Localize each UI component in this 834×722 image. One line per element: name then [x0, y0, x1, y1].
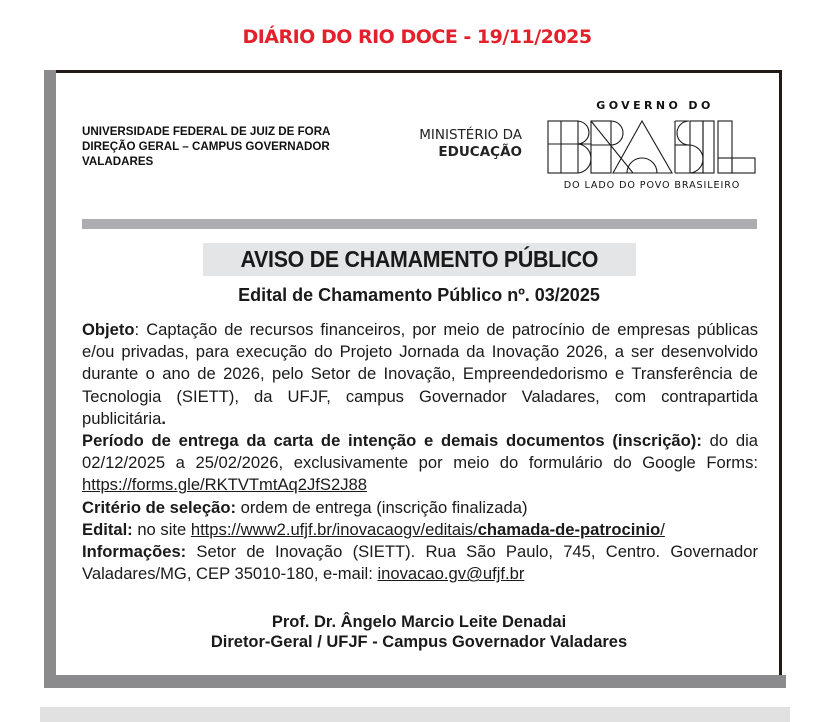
ministry-line-1: MINISTÉRIO DA [419, 127, 522, 143]
institution-line-3: VALADARES [82, 155, 154, 168]
periodo-text: do dia 02/12/2025 a 25/02/2026, exclusivamente por meio do formulário do Google Forms: [82, 431, 758, 473]
edital-link-bold: chamada-de-patrocinio [477, 519, 661, 539]
criterio-label: Critério de seleção: [82, 497, 237, 517]
criterio-text: ordem de entrega (inscrição finalizada) [236, 497, 528, 517]
signatory-role: Diretor-Geral / UFJF - Campus Governador Valadares [210, 633, 628, 651]
objeto-paragraph [82, 319, 758, 430]
notice-body [82, 319, 758, 585]
section-divider [82, 219, 757, 229]
informacoes-text: Setor de Inovação (SIETT). Rua São Paulo, 745, Centro. Governador Valadares/MG, CEP 35010-180, e-mail: [82, 542, 758, 584]
periodo-paragraph [82, 430, 758, 497]
objeto-text: Captação de recursos financeiros, por meio de patrocínio de empresas públicas e/ou privadas, para execução do Projeto Jornada da Inovação 2026, a ser desenvolvido durante o ano de 2026, pelo Setor de Inovação, Empreendedorismo e Transferência de Tecnologia (SIETT), da UFJF, campus Governador Valadares, com contrapartida publicitária [82, 320, 758, 428]
institution-line-1: UNIVERSIDADE FEDERAL DE JUIZ DE FORA [82, 125, 331, 138]
periodo-label: Período de entrega da carta de intenção e demais documentos (inscrição): [82, 431, 702, 451]
institution-line-2: DIREÇÃO GERAL – CAMPUS GOVERNADOR [82, 140, 330, 153]
edital-text: no site [132, 519, 191, 539]
institution-name [82, 124, 392, 169]
next-section-strip [40, 707, 790, 722]
government-logo-tagline: DO LADO DO POVO BRASILEIRO [563, 180, 741, 191]
edital-link-end: / [660, 519, 665, 539]
government-logo-top: GOVERNO DO [596, 99, 714, 112]
notice-subtitle: Edital de Chamamento Público nº. 03/2025 [238, 285, 600, 305]
objeto-label: Objeto [82, 320, 135, 339]
informacoes-paragraph [82, 541, 758, 585]
email-link[interactable]: inovacao.gv@ufjf.br [377, 564, 525, 584]
frame-shadow-left [44, 70, 56, 688]
edital-link[interactable] [191, 520, 665, 539]
signature-block [56, 612, 782, 652]
ministry-line-2: EDUCAÇÃO [438, 144, 522, 160]
criterio-paragraph [82, 497, 758, 519]
frame-shadow-bottom [44, 675, 786, 688]
signatory-name: Prof. Dr. Ângelo Marcio Leite Denadai [271, 613, 567, 631]
edital-link-base: https://www2.ufjf.br/inovacaogv/editais/ [190, 519, 478, 539]
edital-paragraph [82, 519, 758, 541]
objeto-end: . [161, 408, 166, 428]
notice-title: AVISO DE CHAMAMENTO PÚBLICO [240, 246, 599, 272]
objeto-sep: : [134, 320, 147, 339]
brasil-logo-icon [547, 120, 757, 175]
google-forms-link[interactable]: https://forms.gle/RKTVTmtAq2JfS2J88 [82, 475, 367, 495]
informacoes-label: Informações: [82, 542, 187, 562]
ministry-logo [390, 127, 522, 161]
notice-title-box [203, 243, 636, 276]
edital-label: Edital: [82, 519, 133, 539]
newspaper-masthead: DIÁRIO DO RIO DOCE - 19/11/2025 [242, 26, 592, 48]
